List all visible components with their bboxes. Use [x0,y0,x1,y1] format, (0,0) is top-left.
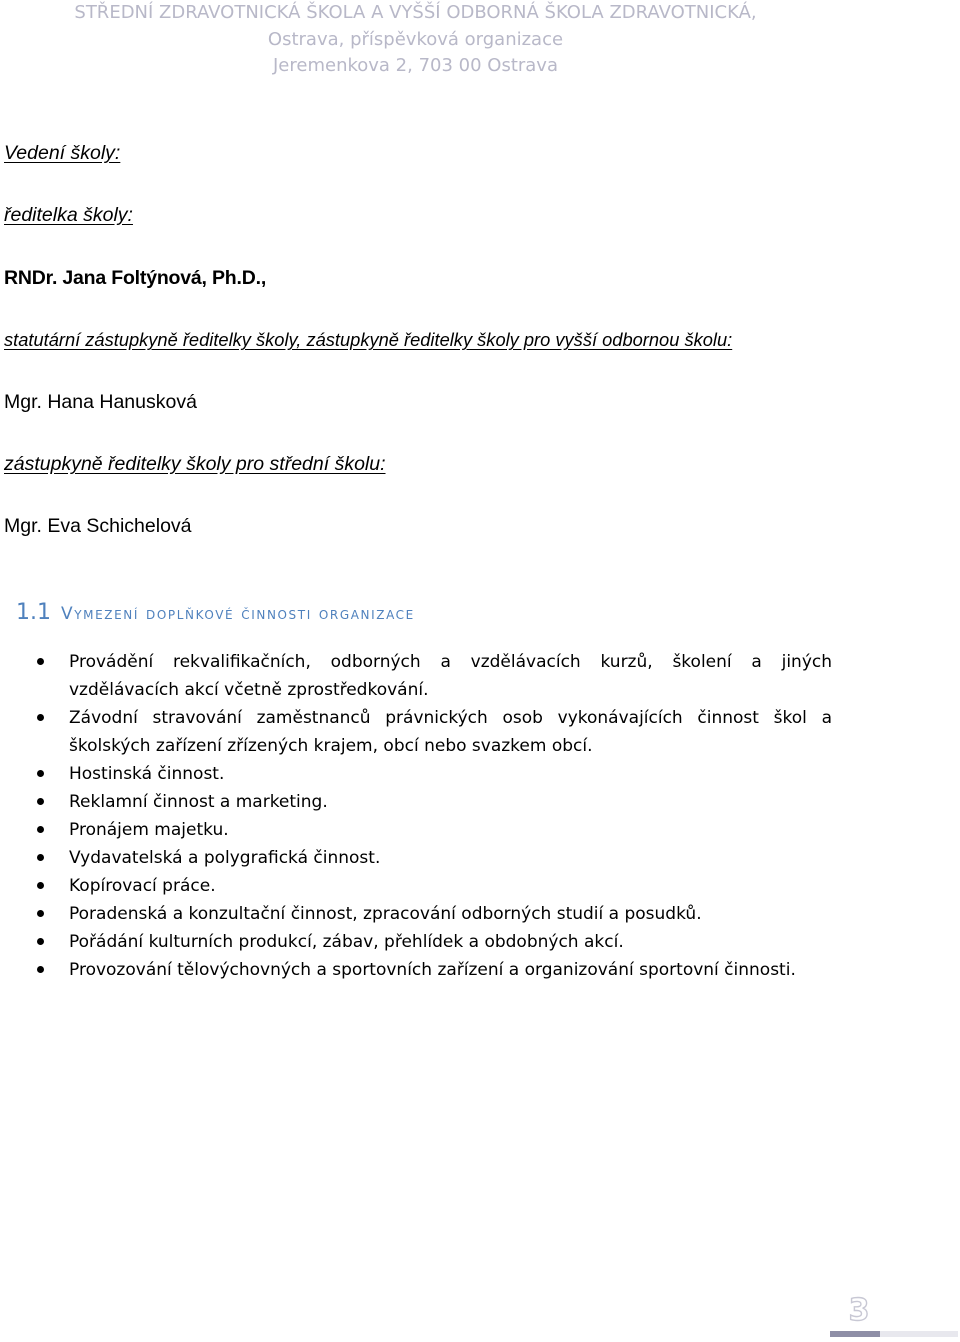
deputy2-role: zástupkyně ředitelky školy pro střední školu: [4,453,386,475]
bullet-icon [37,658,44,665]
list-item: Poradenská a konzultační činnost, zpracování odborných studií a posudků. [0,900,832,928]
bullet-icon [37,798,44,805]
activities-list [0,648,832,984]
list-item: Pronájem majetku. [0,816,832,844]
principal-name: RNDr. Jana Foltýnová, Ph.D., [4,267,267,289]
school-header [0,0,831,80]
list-item: Hostinská činnost. [0,760,832,788]
principal-role: ředitelka školy: [4,204,133,226]
deputy1-name: Mgr. Hana Hanusková [4,391,197,413]
bullet-icon [37,910,44,917]
list-item: Vydavatelská a polygrafická činnost. [0,844,832,872]
bullet-icon [37,826,44,833]
header-line-organization: Ostrava, příspěvková organizace [267,28,564,50]
bullet-icon [37,854,44,861]
header-line-address: Jeremenkova 2, 703 00 Ostrava [273,55,558,76]
list-item: Kopírovací práce. [0,872,832,900]
deputy1-role: statutární zástupkyně ředitelky školy, zástupkyně ředitelky školy pro vyšší odbornou školu: [4,329,733,350]
bullet-icon [37,770,44,777]
section-heading [16,600,415,625]
page-number-text: 3 [848,1294,870,1324]
list-item: Pořádání kulturních produkcí, zábav, přehlídek a obdobných akcí. [0,928,832,956]
bullet-icon [37,714,44,721]
bullet-icon [37,938,44,945]
deputy2-name: Mgr. Eva Schichelová [4,515,192,537]
footer-bar-accent [830,1331,880,1337]
section-number: 1.1 [16,600,51,625]
page-number [842,1294,876,1324]
header-line-school-name: STŘEDNÍ ZDRAVOTNICKÁ ŠKOLA A VYŠŠÍ ODBORNÁ ŠKOLA ZDRAVOTNICKÁ, [74,2,757,23]
list-item: Závodní stravování zaměstnanců právnických osob vykonávajících činnost škol a školských zařízení zřízených krajem, obcí nebo svazkem obcí. [0,704,832,760]
bullet-icon [37,966,44,973]
section-title: Vymezení doplňkové činnosti organizace [61,604,415,624]
footer-bar [830,1331,958,1337]
leadership-heading: Vedení školy: [4,142,121,164]
bullet-icon [37,882,44,889]
list-item: Reklamní činnost a marketing. [0,788,832,816]
list-item: Provádění rekvalifikačních, odborných a vzdělávacích kurzů, školení a jiných vzdělávacích akcí včetně zprostředkování. [0,648,832,704]
list-item: Provozování tělovýchovných a sportovních zařízení a organizování sportovní činnosti. [0,956,832,984]
